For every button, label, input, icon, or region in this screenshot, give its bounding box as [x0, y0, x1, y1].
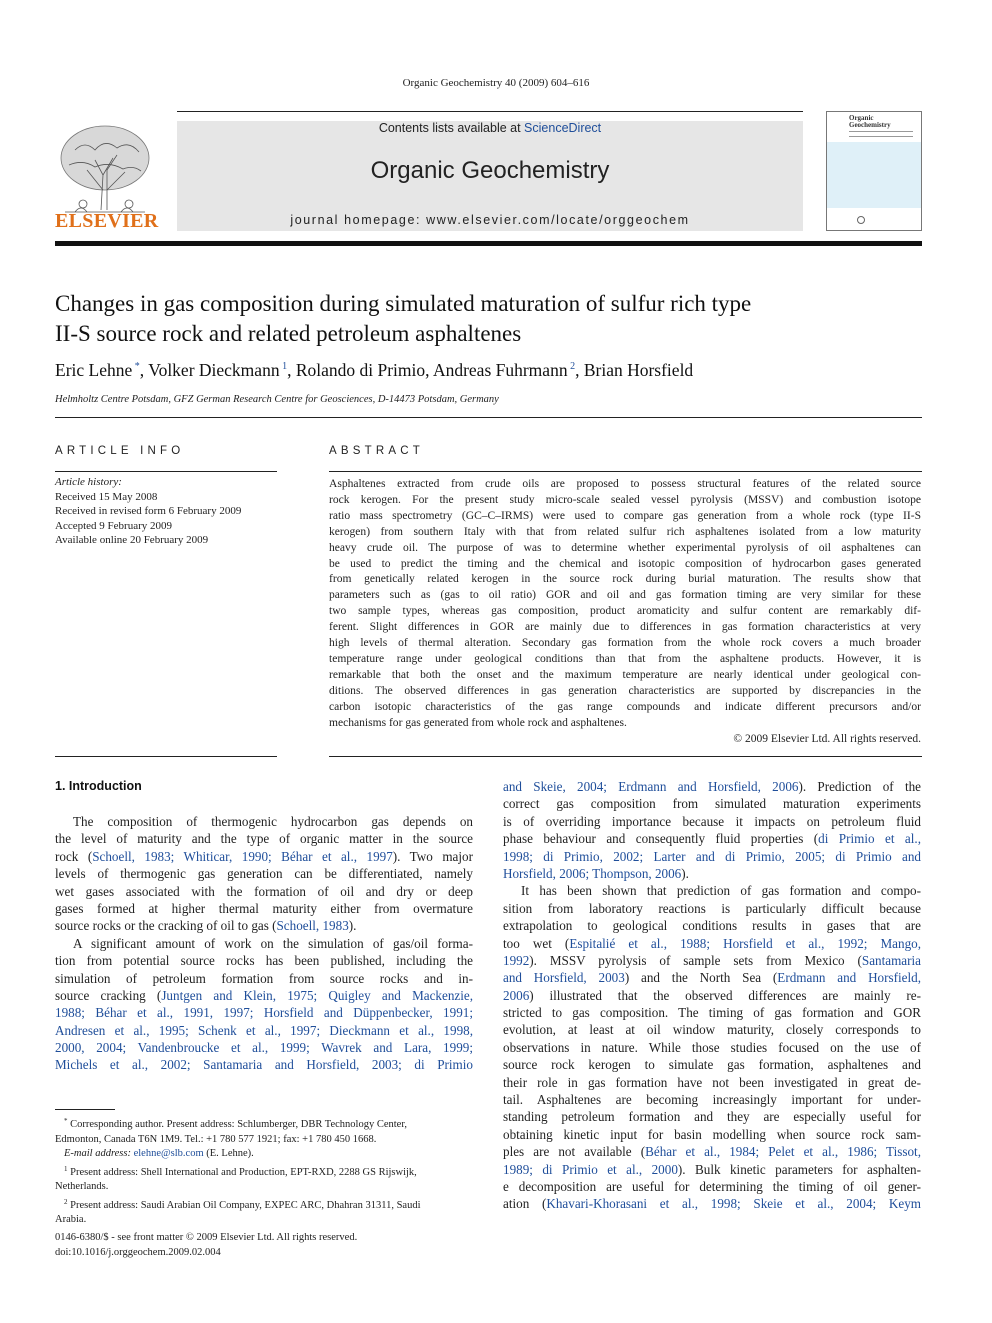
body-line	[55, 900, 473, 917]
body-line	[55, 987, 473, 1004]
body-text: observations in nature. While those studies focused on the use of	[503, 1039, 921, 1055]
citation-link[interactable]: Erdmann and Horsfield,	[777, 970, 921, 986]
body-text: ation (	[503, 1196, 547, 1212]
body-text: evolution, at least at oil window maturity, closely corresponds to	[503, 1022, 921, 1038]
footnote-rule	[55, 1109, 115, 1110]
body-text: correct gas composition from simulated maturation experiments	[503, 796, 921, 812]
body-text: simulation of petroleum formation from source rocks and in-	[55, 970, 473, 986]
abstract-copyright: © 2009 Elsevier Ltd. All rights reserved.	[733, 733, 921, 745]
body-text: ) illustrated that the observed differences are mainly re-	[529, 987, 921, 1003]
body-line	[55, 1004, 473, 1021]
author-name[interactable]: Eric Lehne	[55, 360, 133, 380]
body-line	[503, 1178, 921, 1195]
author-mark[interactable]: 1	[279, 361, 288, 372]
body-line	[55, 1056, 473, 1073]
body-line	[55, 935, 473, 952]
history-online: Available online 20 February 2009	[55, 534, 209, 546]
citation-link[interactable]: Khavari-Khorasani et al., 1998; Skeie et al., 2004; Keym	[546, 1196, 922, 1212]
body-line	[503, 1091, 921, 1108]
affiliation-rule	[55, 417, 922, 418]
citation-link[interactable]: di Primio et al.,	[818, 831, 921, 847]
contents-prefix: Contents lists available at	[378, 121, 525, 135]
abstract-line: parameters such as (gas to oil ratio) GOR and oil and gas formation timing are very similar for these	[329, 589, 921, 602]
contents-line	[177, 121, 803, 135]
history-revised: Received in revised form 6 February 2009	[55, 505, 242, 517]
abstract-rule	[329, 471, 922, 472]
body-line	[55, 883, 473, 900]
footnote-email: E-mail address: elehne@slb.com (E. Lehne).	[64, 1148, 254, 1159]
body-text: too wet (	[503, 935, 570, 951]
citation-link[interactable]: 1992	[503, 952, 530, 968]
body-line	[503, 1108, 921, 1125]
body-line	[503, 917, 921, 934]
body-line	[503, 795, 921, 812]
body-line	[503, 1126, 921, 1143]
citation-link[interactable]: Andresen et al., 1995; Schenk et al., 1997; Dieckmann et al., 1998,	[55, 1022, 473, 1038]
doi-line[interactable]: doi:10.1016/j.orggeochem.2009.02.004	[55, 1246, 221, 1258]
citation-link[interactable]: Santamaria	[861, 952, 921, 968]
body-column-left	[55, 813, 473, 1074]
body-line	[503, 1021, 921, 1038]
body-line	[503, 813, 921, 830]
abstract-line: kerogen) from southern Italy with that from related sulfur rich asphaltenes isolated from a low maturity	[329, 525, 921, 538]
abstract-line: from genetically related kerogen in the source rock during burial maturation. The results show that	[329, 573, 921, 586]
author-list: Eric Lehne *, Volker Dieckmann $^1$, Rolando di Primio, Andreas Fuhrmann $^2$, Brian Horsfield	[55, 360, 694, 380]
body-line	[55, 865, 473, 882]
body-text: phase behaviour and consequently fluid properties (	[503, 831, 819, 847]
author-name[interactable]: Brian Horsfield	[583, 360, 694, 380]
abstract-line: be used to predict the timing and the chemical and isotopic composition of hydrocarbon gases generated	[329, 557, 921, 570]
citation-link[interactable]: and Skeie, 2004; Erdmann and Horsfield, 2006	[503, 779, 799, 794]
footnote-corresponding: * Corresponding author. Present address: Schlumberger, DBR Technology Center,	[64, 1117, 408, 1130]
footnote-2-cont: Arabia.	[55, 1214, 87, 1225]
abstract-line: rock kerogen. For the present study micro-scale sealed vessel pyrolysis (MSSV) and combustion isotope	[329, 493, 921, 506]
body-line	[503, 987, 921, 1004]
body-line	[503, 1056, 921, 1073]
body-text: e decomposition are useful for determining the timing of oil gener-	[503, 1178, 921, 1194]
article-title: Changes in gas composition during simulated maturation of sulfur rich type II-S source rock and related petroleum asphaltenes	[55, 291, 752, 346]
body-line	[503, 1161, 921, 1178]
abstract-bottom-rule	[329, 756, 922, 757]
body-line	[503, 900, 921, 917]
citation-link[interactable]: Espitalié et al., 1988; Horsfield et al., 1992; Mango,	[569, 935, 922, 951]
footnote-1: $^1$ Present address: Shell International and Production, EPT-RXD, 2288 GS Rijswijk,	[64, 1164, 417, 1178]
body-text: the level of maturity and the type of organic matter in the source	[55, 831, 473, 847]
body-line	[503, 882, 921, 899]
body-line	[503, 1039, 921, 1056]
citation-link[interactable]: 1988; Béhar et al., 1991, 1997; Horsfield and Düppenbecker, 1991;	[55, 1005, 473, 1021]
publication-meta	[55, 1231, 357, 1260]
author-mark[interactable]: 2	[567, 361, 576, 372]
body-text: tail. Asphaltenes are becoming increasingly important for under-	[503, 1092, 921, 1108]
body-line	[55, 848, 473, 865]
body-line	[503, 969, 921, 986]
body-text: source cracking (	[55, 987, 162, 1003]
citation-link[interactable]: Béhar et al., 1984; Pelet et al., 1986; Tissot,	[645, 1144, 921, 1160]
issn-line: 0146-6380/$ - see front matter © 2009 Elsevier Ltd. All rights reserved.	[55, 1232, 358, 1243]
body-text: extrapolation to geological conditions results in gases that are	[503, 918, 921, 934]
footnotes	[55, 1114, 475, 1228]
email-link[interactable]: elehne@slb.com	[133, 1148, 204, 1159]
body-text: obtaining kinetic input for basin modelling when source rock sam-	[503, 1126, 921, 1142]
journal-name: Organic Geochemistry	[370, 157, 610, 184]
body-text: levels of thermogenic gas generation can be differentiated, namely	[55, 866, 473, 882]
cover-logo-icon	[857, 216, 865, 224]
journal-header-banner	[177, 121, 803, 231]
body-line	[55, 952, 473, 969]
citation-link[interactable]: Schoell, 1983	[276, 918, 349, 934]
body-text: ). Prediction of the	[798, 779, 922, 794]
body-line	[503, 1195, 921, 1212]
body-line	[503, 830, 921, 847]
article-info-bottom-rule	[55, 756, 277, 757]
body-column-right	[503, 778, 921, 1213]
body-line	[55, 813, 473, 830]
body-line	[503, 1074, 921, 1091]
history-received: Received 15 May 2008	[55, 490, 158, 503]
abstract-line: two sample types, whereas gas composition, product aromaticity and sulfur content are remarkably dif-	[329, 605, 921, 618]
article-info-heading: ARTICLE INFO	[55, 445, 185, 457]
body-line	[55, 917, 473, 934]
sciencedirect-link[interactable]: ScienceDirect	[524, 121, 602, 135]
journal-homepage[interactable]: journal homepage: www.elsevier.com/locate/orggeochem	[290, 213, 690, 227]
abstract-line: temperature range under geological conditions than that from the asphaltene products. However, it is	[329, 652, 921, 665]
abstract-line: high levels of thermal alteration. Secondary gas formation from the whole rock covers a much broader	[329, 637, 921, 650]
abstract-heading: ABSTRACT	[329, 445, 424, 457]
body-text: rock (	[55, 848, 93, 864]
citation-link[interactable]: Horsfield, 2006; Thompson, 2006	[503, 865, 682, 881]
body-text: ) and the North Sea (	[624, 970, 778, 986]
body-text: A significant amount of work on the simulation of gas/oil forma-	[73, 935, 473, 951]
abstract-line: Asphaltenes extracted from crude oils are proposed to possess structural features of the related source	[329, 478, 921, 490]
author-name[interactable]: Rolando di Primio	[295, 360, 426, 380]
affiliation: Helmholtz Centre Potsdam, GFZ German Research Centre for Geosciences, D-14473 Potsdam, Germany	[55, 394, 499, 405]
body-text: source rock kerogen to simulate gas formation, asphaltenes and	[503, 1057, 921, 1073]
author-name[interactable]: Volker Dieckmann	[148, 360, 280, 380]
body-line	[503, 935, 921, 952]
body-text: It has been shown that prediction of gas formation and compo-	[521, 883, 921, 899]
author-name[interactable]: Andreas Fuhrmann	[432, 360, 568, 380]
citation-link[interactable]: 2000, 2004; Vandenbroucke et al., 1999; Wavrek and Lara, 1999;	[55, 1040, 473, 1056]
citation-link[interactable]: Michels et al., 2002; Santamaria and Horsfield, 2003; di Primio	[55, 1057, 473, 1073]
header-rule-thick	[55, 241, 922, 246]
abstract-line: ratio mass spectrometry (GC–C–IRMS) were used to compare gas generation from a whole rock (type II-S	[329, 509, 921, 522]
abstract-line: ferent. Slight differences in GOR are mainly due to differences in gas formation characteristics at very	[329, 621, 921, 634]
footnote-corresponding-cont: Edmonton, Canada T6N 1M9. Tel.: +1 780 577 1921; fax: +1 780 450 1668.	[55, 1133, 377, 1145]
author-mark[interactable]: *	[132, 361, 140, 372]
section-heading-introduction: 1. Introduction	[55, 779, 142, 793]
body-line	[55, 1022, 473, 1039]
abstract-line: ditions. The observed differences in gas generation characteristics are supported by discrepancies in the	[329, 684, 921, 697]
citation-link[interactable]: 1998; di Primio, 2002; Larter and di Primio, 2005; di Primio and	[503, 848, 921, 864]
body-text: sition from laboratory reactions is particularly difficult because	[503, 900, 921, 916]
body-line	[503, 865, 921, 882]
body-line	[503, 952, 921, 969]
body-text: The composition of thermogenic hydrocarbon gas depends on	[73, 814, 473, 829]
body-text: ).	[681, 865, 689, 881]
abstract-line: remarkable that both the onset and the maximum temperature are nearly identical under geological con-	[329, 668, 921, 681]
footnote-2: $^2$ Present address: Saudi Arabian Oil Company, EXPEC ARC, Dhahran 31311, Saudi	[64, 1197, 421, 1211]
body-text: their role in gas formation have not been investigated in great de-	[503, 1074, 921, 1090]
body-text: is of overriding importance because it impacts on petroleum fluid	[503, 813, 921, 829]
body-line	[55, 830, 473, 847]
history-accepted: Accepted 9 February 2009	[55, 519, 172, 532]
body-text: ). MSSV pyrolysis of sample sets from Mexico (	[529, 952, 862, 968]
article-info-rule	[55, 471, 277, 472]
body-text: ).	[348, 918, 357, 934]
abstract-line: heavy crude oil. The purpose of was to determine whether experimental pyrolysis of oil asphaltenes can	[329, 541, 921, 554]
body-text: gases formed at higher thermal maturity either from overmature	[55, 900, 473, 916]
body-text: tion from potential source rocks has been published, including the	[55, 953, 473, 969]
body-line	[55, 970, 473, 987]
journal-citation: Organic Geochemistry 40 (2009) 604–616	[402, 77, 590, 89]
citation-link[interactable]: 2006	[503, 987, 530, 1003]
article-history	[55, 475, 241, 548]
header-rule-top	[177, 111, 803, 112]
cover-title: Organic Geochemistry	[849, 114, 891, 129]
journal-cover-thumbnail	[826, 111, 922, 231]
body-text: ples are not available (	[503, 1144, 646, 1160]
citation-link[interactable]: Juntgen and Klein, 1975; Quigley and Mackenzie,	[161, 987, 473, 1003]
body-text: wet gases associated with the formation of oil and dry or deep	[55, 883, 473, 899]
footnote-1-cont: Netherlands.	[55, 1181, 109, 1192]
history-label: Article history:	[55, 476, 122, 488]
abstract-line: mechanisms for gas generated from whole rock and asphaltenes.	[329, 716, 627, 729]
citation-link[interactable]: and Horsfield, 2003	[503, 970, 625, 986]
body-line	[503, 848, 921, 865]
body-text: stricted to gas composition. The timing of gas formation and GOR	[503, 1005, 921, 1021]
citation-link[interactable]: 1989; di Primio et al., 2000	[503, 1161, 678, 1177]
body-text: standing petroleum formation and they are especially useful for	[503, 1109, 921, 1125]
body-text: ). Bulk kinetic parameters for asphalten-	[677, 1161, 921, 1177]
abstract-line: carbon isotopic characteristics of the gas range compounds and indicate different precursors and/or	[329, 700, 921, 713]
abstract-body	[329, 477, 921, 732]
body-line	[503, 778, 921, 795]
elsevier-wordmark: ELSEVIER	[55, 210, 159, 232]
body-text: source rocks or the cracking of oil to gas (	[55, 918, 277, 934]
citation-link[interactable]: Schoell, 1983; Whiticar, 1990; Béhar et al., 1997	[92, 848, 393, 864]
body-line	[503, 1004, 921, 1021]
body-line	[55, 1039, 473, 1056]
body-text: ). Two major	[392, 848, 473, 864]
body-line	[503, 1143, 921, 1160]
